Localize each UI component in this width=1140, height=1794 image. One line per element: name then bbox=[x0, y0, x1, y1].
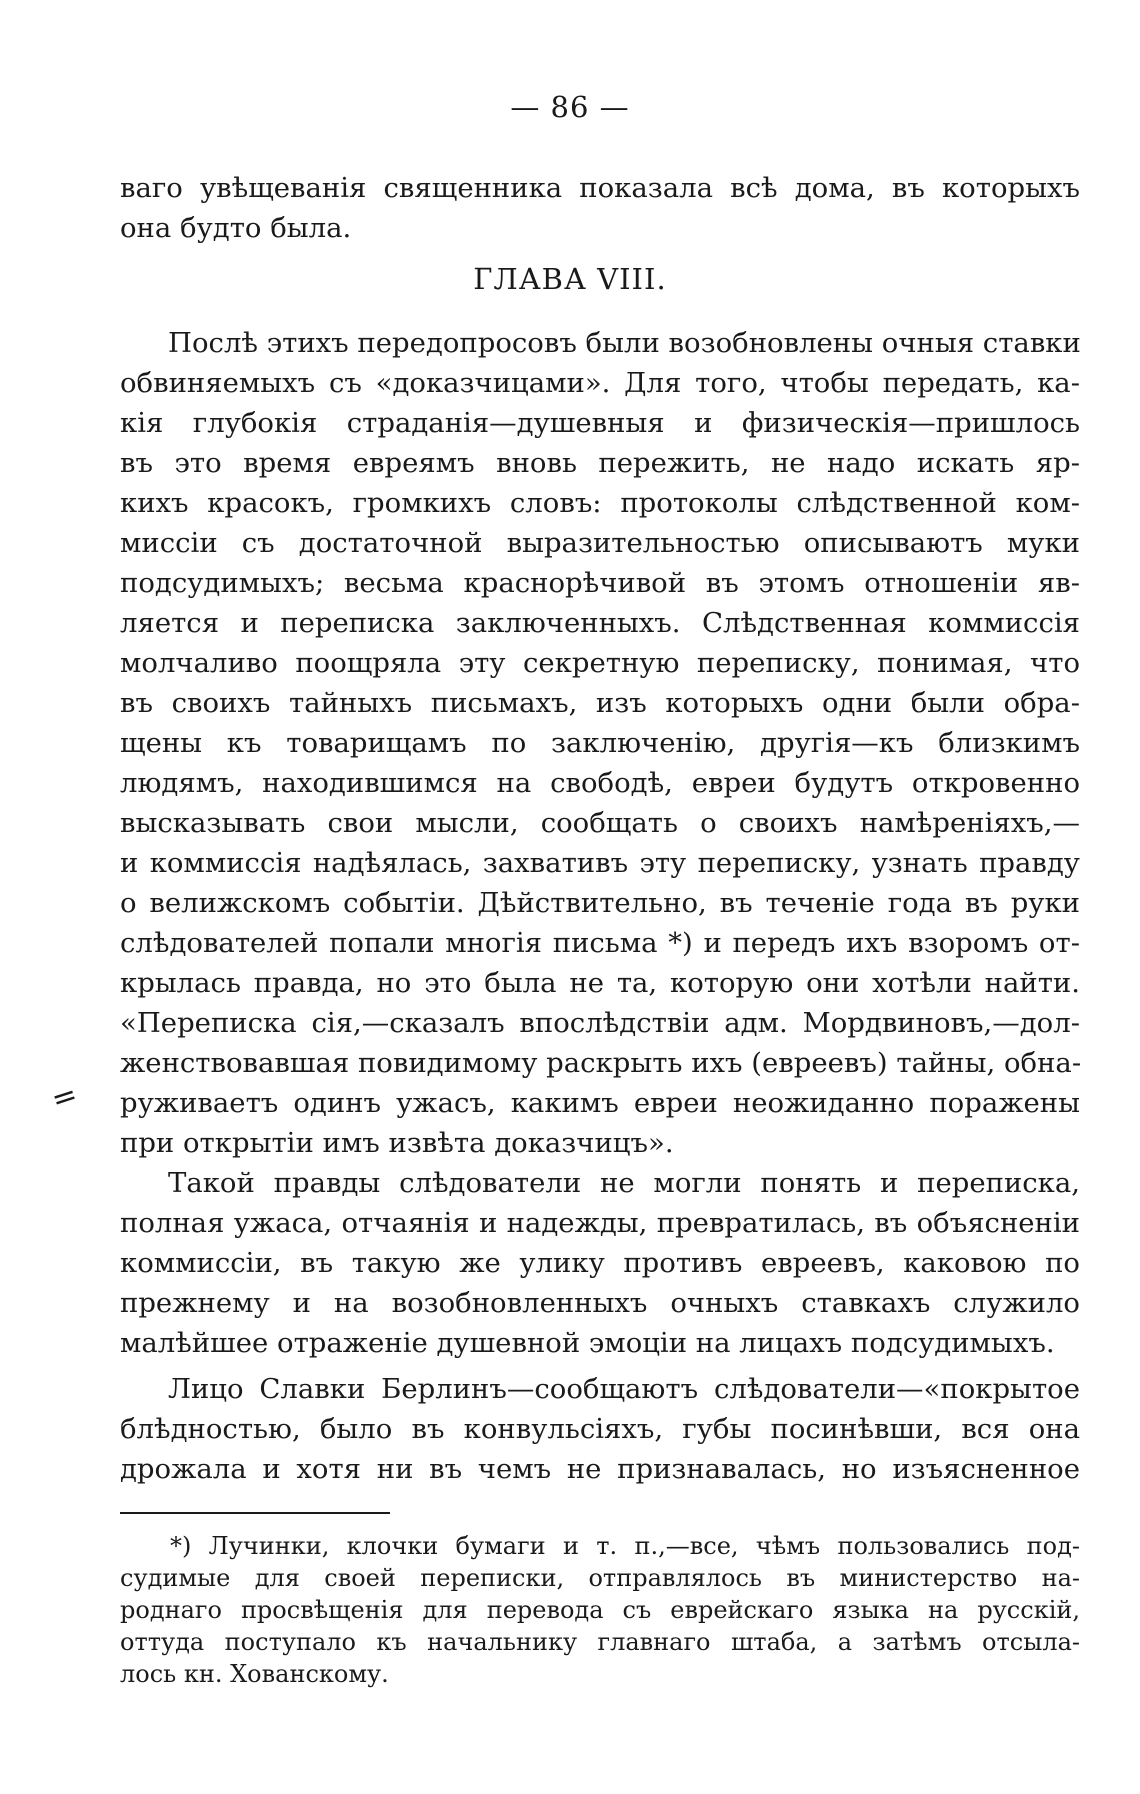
text-line: и коммиссія надѣялась, захвативъ эту переписку, узнать правду bbox=[120, 847, 1080, 879]
text-line: женствовавшая повидимому раскрыть ихъ (евреевъ) тайны, обна- bbox=[120, 1047, 1082, 1079]
footnote-divider bbox=[120, 1512, 390, 1514]
paragraph-2 bbox=[120, 1163, 1080, 1363]
text-line: при открытіи имъ извѣта доказчицъ». bbox=[120, 1127, 674, 1159]
paragraph-3 bbox=[120, 1369, 1080, 1489]
text-line: въ это время евреямъ вновь пережить, не надо искать яр- bbox=[120, 447, 1080, 479]
text-line: блѣдностью, было въ конвульсіяхъ, губы посинѣвши, вся она bbox=[120, 1413, 1080, 1445]
text-line: ляется и переписка заключенныхъ. Слѣдственная коммиссія bbox=[120, 607, 1080, 639]
footnote-line: оттуда поступало къ начальнику главнаго штаба, а затѣмъ отсыла- bbox=[120, 1628, 1080, 1656]
footnote-line: лось кн. Хованскому. bbox=[120, 1660, 389, 1688]
text-line: коммиссіи, въ такую же улику противъ евреевъ, каковою по bbox=[120, 1247, 1080, 1279]
opening-text bbox=[120, 168, 1080, 248]
handwritten-margin-mark: = bbox=[47, 1076, 82, 1119]
text-line: она будто была. bbox=[120, 212, 352, 244]
text-line: прежнему и на возобновленныхъ очныхъ ставкахъ служило bbox=[120, 1287, 1080, 1319]
footnote bbox=[120, 1530, 1080, 1690]
text-line: «Переписка сія,—сказалъ впослѣдствіи адм. Мордвиновъ,—дол- bbox=[120, 1007, 1080, 1039]
text-line: дрожала и хотя ни въ чемъ не признавалась, но изъясненное bbox=[120, 1453, 1080, 1485]
text-line: миссіи съ достаточной выразительностью описываютъ муки bbox=[120, 527, 1080, 559]
text-line: ваго увѣщеванія священника показала всѣ дома, въ которыхъ bbox=[120, 172, 1080, 204]
text-line: Лицо Славки Берлинъ—сообщаютъ слѣдователи—«покрытое bbox=[168, 1373, 1080, 1405]
text-line: Такой правды слѣдователи не могли понять и переписка, bbox=[168, 1167, 1080, 1199]
text-line: полная ужаса, отчаянія и надежды, превратилась, въ объясненіи bbox=[120, 1207, 1080, 1239]
text-line: Послѣ этихъ передопросовъ были возобновлены очныя ставки bbox=[168, 327, 1081, 359]
page-number: — 86 — bbox=[510, 90, 630, 124]
text-line: кія глубокія страданія—душевныя и физическія—пришлось bbox=[120, 407, 1080, 439]
text-line: о велижскомъ событіи. Дѣйствительно, въ теченіе года въ руки bbox=[120, 887, 1080, 919]
text-line: малѣйшее отраженіе душевной эмоціи на лицахъ подсудимыхъ. bbox=[120, 1327, 1055, 1359]
text-line: молчаливо поощряла эту секретную переписку, понимая, что bbox=[120, 647, 1080, 679]
text-line: въ своихъ тайныхъ письмахъ, изъ которыхъ одни были обра- bbox=[120, 687, 1080, 719]
text-line: руживаетъ одинъ ужасъ, какимъ евреи неожиданно поражены bbox=[120, 1087, 1080, 1119]
text-line: высказывать свои мысли, сообщать о своихъ намѣреніяхъ,— bbox=[120, 807, 1080, 839]
text-line: обвиняемыхъ съ «доказчицами». Для того, чтобы передать, ка- bbox=[120, 367, 1080, 399]
footnote-line: судимые для своей переписки, отправлялось въ министерство на- bbox=[120, 1564, 1080, 1592]
text-line: подсудимыхъ; весьма краснорѣчивой въ этомъ отношеніи яв- bbox=[120, 567, 1080, 599]
footnote-line: *) Лучинки, клочки бумаги и т. п.,—все, чѣмъ пользовались под- bbox=[170, 1532, 1080, 1560]
text-line: крылась правда, но это была не та, которую они хотѣли найти. bbox=[120, 967, 1080, 999]
text-line: людямъ, находившимся на свободѣ, евреи будутъ откровенно bbox=[120, 767, 1080, 799]
text-line: щены къ товарищамъ по заключенію, другія—къ близкимъ bbox=[120, 727, 1080, 759]
paragraph-1 bbox=[120, 323, 1080, 1163]
footnote-line: роднаго просвѣщенія для перевода съ еврейскаго языка на русскій, bbox=[120, 1596, 1080, 1624]
text-line: слѣдователей попали многія письма *) и передъ ихъ взоромъ от- bbox=[120, 927, 1080, 959]
chapter-title: ГЛАВА VIII. bbox=[473, 262, 667, 296]
text-line: кихъ красокъ, громкихъ словъ: протоколы слѣдственной ком- bbox=[120, 487, 1080, 519]
